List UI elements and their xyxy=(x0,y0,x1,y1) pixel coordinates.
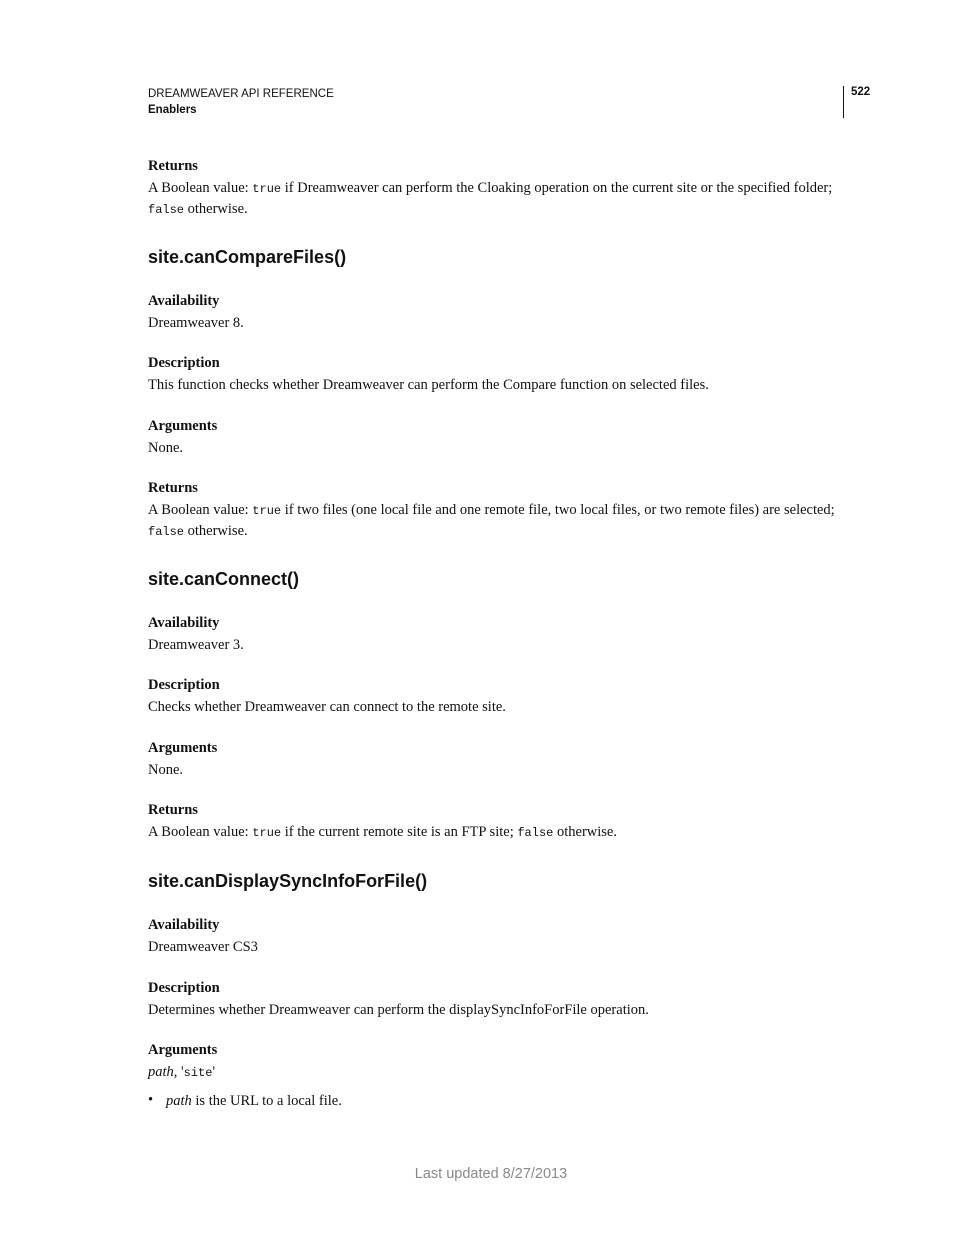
bullet-text: is the URL to a local file. xyxy=(191,1093,342,1109)
running-header-section: Enablers xyxy=(148,104,197,116)
arguments-label: Arguments xyxy=(148,740,218,756)
code-false: false xyxy=(148,525,185,539)
returns-text xyxy=(148,822,617,843)
bullet-term: path xyxy=(166,1093,192,1109)
returns-text-prefix: A Boolean value: xyxy=(148,502,253,518)
returns-text-end: otherwise. xyxy=(184,201,248,217)
code-true: true xyxy=(252,182,282,196)
returns-text-prefix: A Boolean value: xyxy=(148,824,253,840)
arguments-text: None. xyxy=(148,762,184,778)
description-label: Description xyxy=(148,980,220,996)
description-text: Determines whether Dreamweaver can perform the displaySyncInfoForFile operation. xyxy=(148,1002,649,1018)
code-false: false xyxy=(517,826,554,840)
description-label: Description xyxy=(148,355,220,371)
footer-last-updated: Last updated 8/27/2013 xyxy=(414,1166,568,1182)
availability-label: Availability xyxy=(148,615,220,631)
arguments-label: Arguments xyxy=(148,1042,218,1058)
heading-cancomparefiles: site.canCompareFiles() xyxy=(148,247,347,267)
page-number: 522 xyxy=(851,86,871,98)
availability-text: Dreamweaver CS3 xyxy=(148,939,258,955)
bullet-item-path xyxy=(166,1091,342,1111)
availability-text: Dreamweaver 8. xyxy=(148,315,244,331)
returns-text xyxy=(148,178,832,220)
returns-text-end: otherwise. xyxy=(184,523,248,539)
returns-text-body: if Dreamweaver can perform the Cloaking operation on the current site or the specified folder; xyxy=(281,180,833,196)
availability-label: Availability xyxy=(148,293,220,309)
returns-label: Returns xyxy=(148,158,198,174)
availability-text: Dreamweaver 3. xyxy=(148,637,244,653)
arg-separator: , ' xyxy=(173,1064,184,1080)
description-text: Checks whether Dreamweaver can connect to the remote site. xyxy=(148,699,506,715)
availability-label: Availability xyxy=(148,917,220,933)
returns-label: Returns xyxy=(148,480,198,496)
arg-path: path xyxy=(148,1064,174,1080)
arguments-text: None. xyxy=(148,440,184,456)
code-true: true xyxy=(252,826,282,840)
description-text: This function checks whether Dreamweaver can perform the Compare function on selected files. xyxy=(148,377,709,393)
returns-label: Returns xyxy=(148,802,198,818)
returns-text xyxy=(148,500,835,542)
returns-text-end: otherwise. xyxy=(553,824,617,840)
arguments-label: Arguments xyxy=(148,418,218,434)
bullet-marker: • xyxy=(148,1092,154,1108)
code-true: true xyxy=(252,504,282,518)
description-label: Description xyxy=(148,677,220,693)
heading-candisplaysyncinfoforfile: site.canDisplaySyncInfoForFile() xyxy=(148,871,428,891)
arguments-signature xyxy=(148,1062,215,1083)
heading-canconnect: site.canConnect() xyxy=(148,569,300,589)
header-divider xyxy=(843,86,844,118)
returns-text-prefix: A Boolean value: xyxy=(148,180,253,196)
returns-text-body: if two files (one local file and one remote file, two local files, or two remote files) are selected; xyxy=(281,502,835,518)
returns-text-body: if the current remote site is an FTP site; xyxy=(281,824,518,840)
code-false: false xyxy=(148,203,185,217)
running-header-title: DREAMWEAVER API REFERENCE xyxy=(148,88,334,100)
arg-end-quote: ' xyxy=(212,1064,216,1080)
arg-site: site xyxy=(183,1066,213,1080)
